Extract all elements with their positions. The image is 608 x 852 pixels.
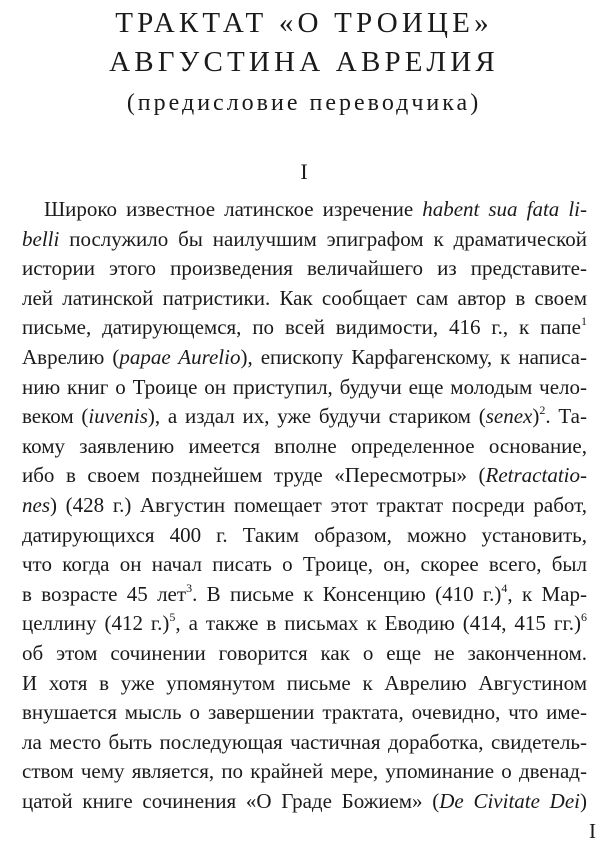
text-segment: ), а издал их, уже будучи стариком ( <box>147 404 486 429</box>
text-line <box>22 698 587 728</box>
text-segment: . В письме к Консенцию (410 г.) <box>192 581 502 606</box>
text-line <box>22 669 587 699</box>
text-line <box>22 432 587 462</box>
latin-term: senex <box>485 404 533 429</box>
text-line <box>22 580 587 610</box>
latin-term: belli <box>22 226 60 251</box>
latin-term: nes <box>22 492 50 517</box>
text-line <box>22 402 587 432</box>
text-segment: истории этого произведения величайшего из представите- <box>22 256 587 281</box>
footnote-ref: 6 <box>581 610 587 625</box>
latin-term: De Civitate Dei <box>439 788 580 813</box>
title-line-2: АВГУСТИНА АВРЕЛИЯ <box>109 46 499 78</box>
text-segment: датирующихся 400 г. Таким образом, можно установить, <box>22 522 587 547</box>
text-segment: что когда он начал писать о Троице, он, скорее всего, был <box>22 552 587 577</box>
text-segment: ибо в своем позднейшем труде «Пересмотры» ( <box>22 463 486 488</box>
section-number: I <box>300 159 308 184</box>
text-segment: ла место быть последующая частичная доработка, свидетель- <box>22 729 587 754</box>
text-segment: веком ( <box>22 404 89 429</box>
text-segment: лей латинской патристики. Как сообщает сам автор в своем <box>22 285 587 310</box>
text-segment: ) <box>532 404 540 429</box>
text-segment: об этом сочинении говорится как о еще не законченном. <box>22 640 587 665</box>
text-segment: , а также в письмах к Еводию (414, 415 гг.) <box>175 611 581 636</box>
text-line <box>22 550 587 580</box>
text-segment: , к Мар- <box>507 581 587 606</box>
footnote-ref: 2 <box>539 403 546 418</box>
text-segment: в возрасте 45 лет <box>22 581 187 606</box>
text-segment: ), епископу Карфагенскому, к написа- <box>240 344 587 369</box>
footnote-ref: 3 <box>186 580 193 595</box>
latin-term: iuvenis <box>88 404 148 429</box>
text-segment: Аврелию ( <box>22 344 120 369</box>
text-line <box>22 461 587 491</box>
title-line-1: ТРАКТАТ «О ТРОИЦЕ» <box>115 7 493 39</box>
text-segment: послужило бы наилучшим эпиграфом к драматической <box>59 226 587 251</box>
text-line <box>22 787 587 817</box>
text-line <box>22 757 587 787</box>
footnote-ref: 1 <box>581 314 587 329</box>
text-segment: целлину (412 г.) <box>22 611 170 636</box>
page-number: I <box>589 819 596 843</box>
text-line <box>22 609 587 639</box>
text-line <box>22 491 587 521</box>
text-segment: нию книг о Троице он приступил, будучи еще молодым чело- <box>22 374 587 399</box>
text-line <box>22 343 587 373</box>
text-line <box>22 254 587 284</box>
text-line <box>22 195 587 225</box>
text-line <box>22 728 587 758</box>
text-segment: внушается мысль о завершении трактата, очевидно, что име- <box>22 700 587 725</box>
text-segment: кому заявлению имеется вполне определенное основание, <box>22 433 587 458</box>
text-segment: Широко известное латинское изречение <box>44 197 423 221</box>
text-segment: цатой книге сочинения «О Граде Божием» ( <box>22 788 440 813</box>
text-segment: ) (428 г.) Августин помещает этот трактат посреди работ, <box>50 492 587 517</box>
text-line <box>22 639 587 669</box>
footnote-ref: 5 <box>169 610 176 625</box>
text-segment: И хотя в уже упомянутом письме к Аврелию Августином <box>22 670 587 695</box>
latin-term: papae Aurelio <box>119 344 241 369</box>
latin-term: Retractatio- <box>485 463 587 488</box>
text-line <box>22 373 587 403</box>
text-segment: . Та- <box>545 404 587 429</box>
text-segment: ) <box>580 788 587 813</box>
text-segment: ством чему является, по крайней мере, упоминание о двенад- <box>22 759 587 784</box>
subtitle: (предисловие переводчика) <box>126 90 482 116</box>
text-line <box>22 284 587 314</box>
text-line <box>22 521 587 551</box>
body-text <box>22 195 587 816</box>
text-line <box>22 313 587 343</box>
text-line <box>22 225 587 255</box>
latin-term: habent sua fata li- <box>422 197 587 221</box>
text-segment: письме, датирующемся, по всей видимости, 416 г., к папе <box>22 315 581 340</box>
footnote-ref: 4 <box>501 580 508 595</box>
